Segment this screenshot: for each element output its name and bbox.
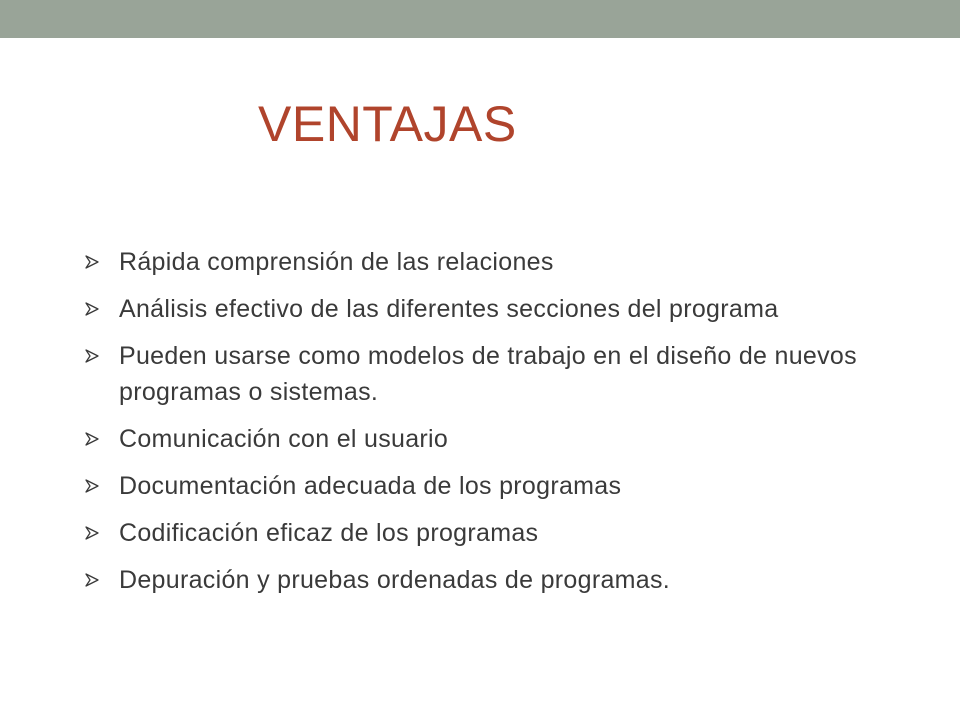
arrowhead-bullet-icon (85, 479, 99, 493)
bullet-text: Análisis efectivo de las diferentes secciones del programa (119, 295, 779, 323)
slide-title: VENTAJAS (258, 96, 517, 152)
bullet-text: Documentación adecuada de los programas (119, 472, 622, 500)
bullet-item (85, 291, 875, 327)
bullet-text: Comunicación con el usuario (119, 425, 449, 453)
bullet-text: Pueden usarse como modelos de trabajo en el diseño de nuevos programas o sistemas. (119, 342, 857, 406)
bullet-text: Codificación eficaz de los programas (119, 519, 539, 547)
bullet-text: Depuración y pruebas ordenadas de programas. (119, 566, 671, 594)
bullet-item (85, 244, 875, 280)
bullet-item (85, 515, 875, 551)
arrowhead-bullet-icon (85, 573, 99, 587)
arrowhead-bullet-icon (85, 526, 99, 540)
bullet-item (85, 421, 875, 457)
arrowhead-bullet-icon (85, 349, 99, 363)
bullet-list (85, 244, 875, 609)
header-bar (0, 0, 960, 38)
bullet-item (85, 562, 875, 598)
arrowhead-bullet-icon (85, 302, 99, 316)
bullet-text: Rápida comprensión de las relaciones (119, 248, 554, 276)
arrowhead-bullet-icon (85, 255, 99, 269)
arrowhead-bullet-icon (85, 432, 99, 446)
bullet-item (85, 338, 875, 410)
bullet-item (85, 468, 875, 504)
